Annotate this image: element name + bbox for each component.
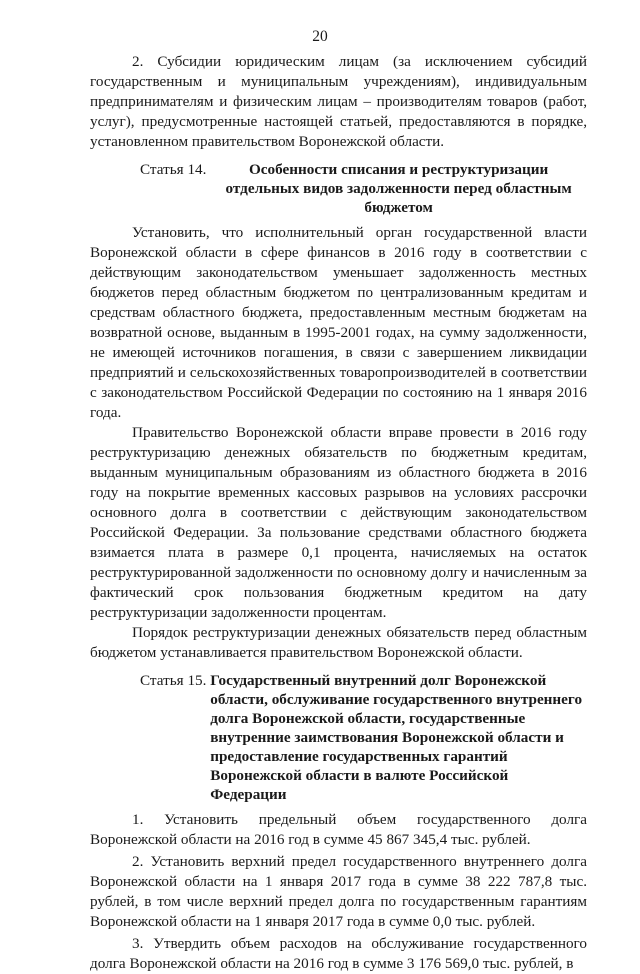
article-14-heading: Особенности списания и реструктуризации отдельных видов задолженности перед областным бюджетом xyxy=(225,161,572,216)
article-14-label: Статья 14. xyxy=(140,161,211,178)
paragraph: 2. Установить верхний предел государственного внутреннего долга Воронежской области на 1 января 2017 года в сумме 38 222 787,8 тыс. рублей, в том числе верхний предел долга по государственным гарантиям Воронежской области на 1 января 2017 года в сумме 0,0 тыс. рублей. xyxy=(90,853,587,930)
article-15-heading: Государственный внутренний долг Воронежской области, обслуживание государственного внутреннего долга Воронежской области, государственные внутренние заимствования Воронежской области и предоставление государственных гарантий Воронежской области в валюте Российской Федерации xyxy=(210,672,583,803)
paragraph: Порядок реструктуризации денежных обязательств перед областным бюджетом устанавливается правительством Воронежской области. xyxy=(90,624,587,661)
paragraph: Правительство Воронежской области вправе провести в 2016 году реструктуризацию денежных обязательств по бюджетным кредитам, выданным муниципальным образованиям из областного бюджета в 2016 году на покрытие временных кассовых разрывов на условиях рассрочки основного долга в соответствии с действующим законодательством Российской Федерации. За пользование средствами областного бюджета взимается плата в размере 0,1 процента, начисляемых на остаток реструктурированной задолженности по основному долгу и начисленным за фактический срок пользования бюджетным кредитом на дату реструктуризации задолженности процентам. xyxy=(90,424,587,621)
paragraph: 3. Утвердить объем расходов на обслуживание государственного долга Воронежской области на 2016 год в сумме 3 176 569,0 тыс. рублей, в xyxy=(90,935,587,972)
paragraph: 2. Субсидии юридическим лицам (за исключением субсидий государственным и муниципальным учреждениям), индивидуальным предпринимателям и физическим лицам – производителям товаров (работ, услуг), предусмотренные настоящей статьей, предоставляются в порядке, установленном правительством Воронежской области. xyxy=(90,53,587,150)
page-number: 20 xyxy=(312,28,328,45)
paragraph: Установить, что исполнительный орган государственной власти Воронежской области в сфере финансов в 2016 году в соответствии с действующим законодательством уменьшает задолженность местных бюджетов перед областным бюджетом по централизованным кредитам и средствам областного бюджета, предоставленным местным бюджетам на возвратной основе, выданным в 1995-2001 годах, на сумму задолженности, не имеющей источников погашения, в связи с завершением ликвидации предприятий и сельскохозяйственных товаропроизводителей в соответствии с законодательством Российской Федерации по состоянию на 1 января 2016 года. xyxy=(90,224,587,421)
article-14-title xyxy=(90,160,587,217)
article-15-label: Статья 15. xyxy=(140,672,211,689)
paragraph: 1. Установить предельный объем государственного долга Воронежской области на 2016 год в сумме 45 867 345,4 тыс. рублей. xyxy=(90,811,587,848)
document-body xyxy=(90,52,587,974)
article-15-title xyxy=(90,671,587,804)
